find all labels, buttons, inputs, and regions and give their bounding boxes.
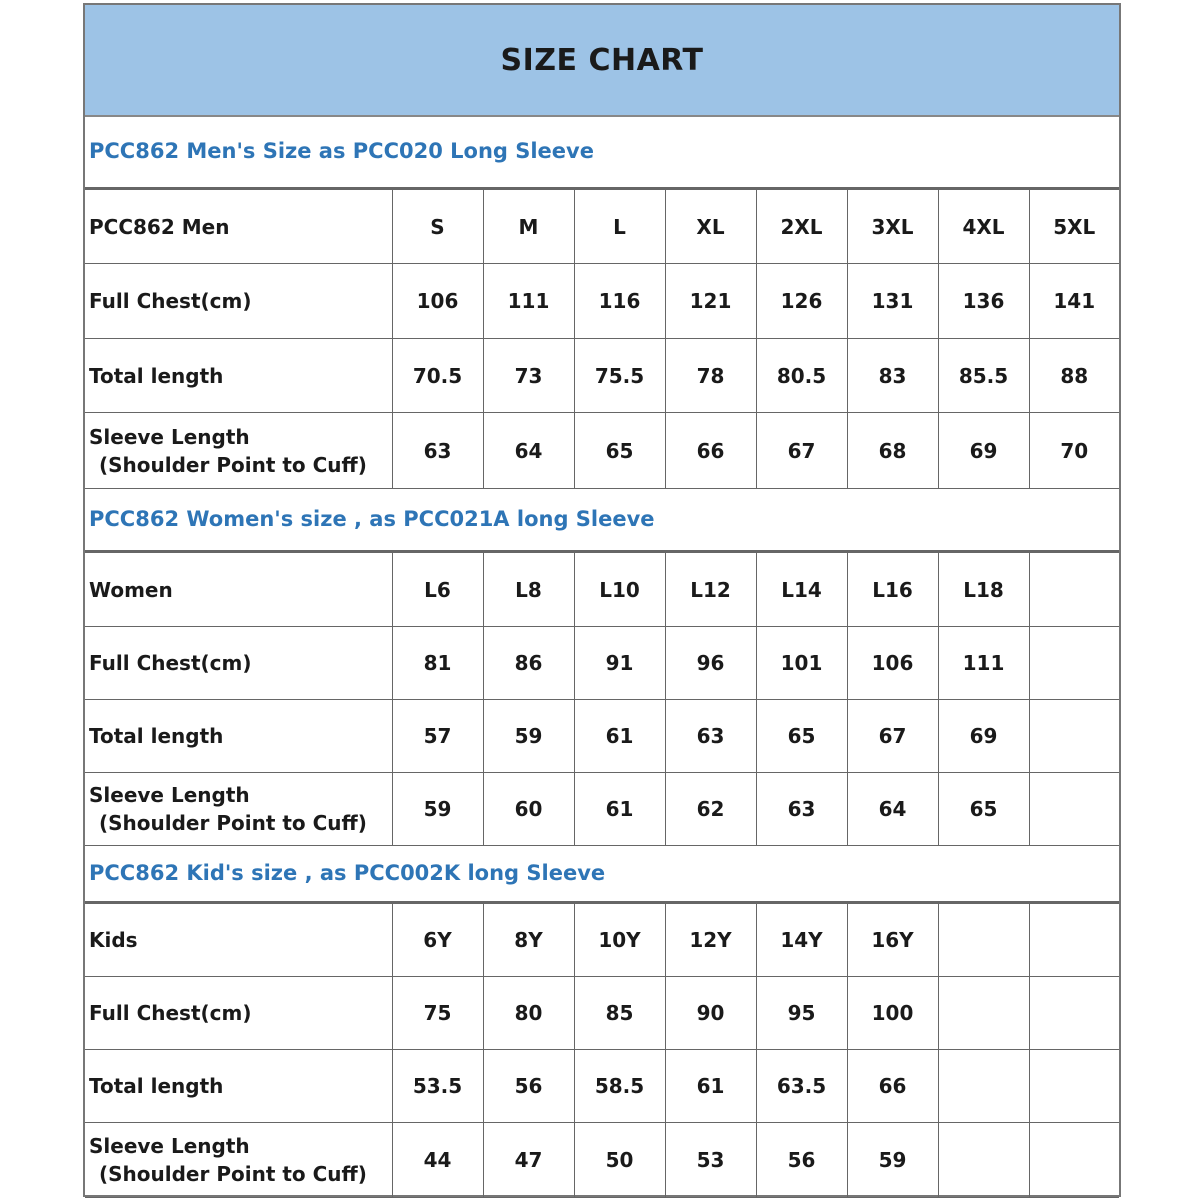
row-label [85, 1123, 392, 1198]
row-label [85, 700, 392, 773]
table-row [85, 627, 1119, 700]
table-cell: 106 [392, 264, 483, 339]
table-cell [938, 977, 1029, 1050]
table-cell: 136 [938, 264, 1029, 339]
table-cell: 2XL [756, 190, 847, 264]
table-cell: L10 [574, 553, 665, 627]
table-cell: 67 [847, 700, 938, 773]
table-cell [938, 1123, 1029, 1198]
table-cell: 131 [847, 264, 938, 339]
table-cell [1029, 627, 1119, 700]
row-label [85, 190, 392, 264]
row-label-text: PCC862 Men [89, 214, 230, 239]
table-cell: 53 [665, 1123, 756, 1198]
table-cell [1029, 700, 1119, 773]
section-heading-women: PCC862 Women's size , as PCC021A long Sleeve [85, 488, 1119, 552]
table-cell: 66 [847, 1050, 938, 1123]
table-cell [1029, 904, 1119, 977]
table-cell: 95 [756, 977, 847, 1050]
table-cell: 65 [938, 773, 1029, 846]
size-table-men [85, 189, 1119, 489]
row-label [85, 627, 392, 700]
table-cell: 116 [574, 264, 665, 339]
table-cell: 56 [483, 1050, 574, 1123]
table-cell: 10Y [574, 904, 665, 977]
table-cell: L6 [392, 553, 483, 627]
size-table-kids [85, 903, 1119, 1198]
table-row [85, 700, 1119, 773]
row-label-subtext: (Shoulder Point to Cuff) [99, 811, 367, 835]
table-cell: 47 [483, 1123, 574, 1198]
row-label-text: Full Chest(cm) [89, 651, 252, 675]
table-cell: 85.5 [938, 339, 1029, 413]
table-cell: 65 [574, 413, 665, 489]
table-cell: L18 [938, 553, 1029, 627]
table-cell: 12Y [665, 904, 756, 977]
table-cell: 6Y [392, 904, 483, 977]
table-cell: XL [665, 190, 756, 264]
table-cell [1029, 1050, 1119, 1123]
table-row [85, 190, 1119, 264]
row-label [85, 413, 392, 489]
table-cell: 70.5 [392, 339, 483, 413]
table-cell: 61 [574, 700, 665, 773]
table-cell: 101 [756, 627, 847, 700]
table-cell [938, 1050, 1029, 1123]
table-cell: 60 [483, 773, 574, 846]
section-heading-men: PCC862 Men's Size as PCC020 Long Sleeve [85, 115, 1119, 189]
row-label-text: Full Chest(cm) [89, 1001, 252, 1025]
row-label-text: Sleeve Length [89, 424, 250, 449]
table-row [85, 904, 1119, 977]
table-cell [1029, 977, 1119, 1050]
table-cell: L8 [483, 553, 574, 627]
table-cell: 126 [756, 264, 847, 339]
chart-title: SIZE CHART [500, 42, 704, 78]
table-cell: 73 [483, 339, 574, 413]
table-cell: 111 [938, 627, 1029, 700]
size-table-women [85, 552, 1119, 846]
table-cell: L14 [756, 553, 847, 627]
row-label [85, 553, 392, 627]
table-cell: 56 [756, 1123, 847, 1198]
table-cell: 63 [756, 773, 847, 846]
table-cell: 75.5 [574, 339, 665, 413]
table-row [85, 1050, 1119, 1123]
table-row [85, 977, 1119, 1050]
table-cell: 62 [665, 773, 756, 846]
row-label-text: Total length [89, 1074, 224, 1098]
table-cell: 63 [392, 413, 483, 489]
row-label-subtext: (Shoulder Point to Cuff) [99, 1162, 367, 1186]
table-cell: 66 [665, 413, 756, 489]
table-row [85, 339, 1119, 413]
table-cell: M [483, 190, 574, 264]
table-cell [1029, 1123, 1119, 1198]
row-label-text: Sleeve Length [89, 1134, 250, 1158]
table-row [85, 413, 1119, 489]
table-cell: 58.5 [574, 1050, 665, 1123]
table-cell: 86 [483, 627, 574, 700]
table-cell [1029, 553, 1119, 627]
row-label-text: Total length [89, 363, 224, 388]
table-cell: 61 [665, 1050, 756, 1123]
table-cell: 141 [1029, 264, 1119, 339]
table-cell: 63 [665, 700, 756, 773]
table-cell: 69 [938, 700, 1029, 773]
row-label-text: Sleeve Length [89, 783, 250, 807]
table-row [85, 264, 1119, 339]
table-cell: 70 [1029, 413, 1119, 489]
table-cell: 67 [756, 413, 847, 489]
table-cell: 3XL [847, 190, 938, 264]
table-cell: 8Y [483, 904, 574, 977]
table-cell: 57 [392, 700, 483, 773]
table-cell: 4XL [938, 190, 1029, 264]
row-label [85, 264, 392, 339]
table-cell: L [574, 190, 665, 264]
table-cell: 44 [392, 1123, 483, 1198]
table-row [85, 1123, 1119, 1198]
table-cell: 83 [847, 339, 938, 413]
table-cell: S [392, 190, 483, 264]
table-cell: 65 [756, 700, 847, 773]
table-cell: 53.5 [392, 1050, 483, 1123]
table-cell: 75 [392, 977, 483, 1050]
table-cell: 5XL [1029, 190, 1119, 264]
table-cell: 69 [938, 413, 1029, 489]
table-cell: 16Y [847, 904, 938, 977]
row-label-text: Total length [89, 724, 224, 748]
table-cell: 88 [1029, 339, 1119, 413]
section-heading-kids: PCC862 Kid's size , as PCC002K long Sleeve [85, 845, 1119, 903]
table-cell: 59 [483, 700, 574, 773]
row-label [85, 339, 392, 413]
table-row [85, 553, 1119, 627]
table-cell: 14Y [756, 904, 847, 977]
table-cell: 100 [847, 977, 938, 1050]
row-label-text: Full Chest(cm) [89, 289, 252, 313]
table-cell: 96 [665, 627, 756, 700]
table-cell: 59 [392, 773, 483, 846]
table-cell [1029, 773, 1119, 846]
row-label-subtext: (Shoulder Point to Cuff) [99, 452, 367, 477]
table-cell: 68 [847, 413, 938, 489]
table-cell: 64 [847, 773, 938, 846]
row-label [85, 977, 392, 1050]
table-cell: 80.5 [756, 339, 847, 413]
table-cell: 61 [574, 773, 665, 846]
table-cell: 81 [392, 627, 483, 700]
table-cell: 78 [665, 339, 756, 413]
table-cell: 106 [847, 627, 938, 700]
row-label [85, 1050, 392, 1123]
size-chart [83, 3, 1121, 1197]
table-cell: 111 [483, 264, 574, 339]
row-label [85, 773, 392, 846]
table-cell: 90 [665, 977, 756, 1050]
row-label-text: Women [89, 577, 173, 602]
table-cell: 50 [574, 1123, 665, 1198]
table-cell: 64 [483, 413, 574, 489]
table-cell: 63.5 [756, 1050, 847, 1123]
table-cell: L12 [665, 553, 756, 627]
table-cell: 121 [665, 264, 756, 339]
table-cell: 85 [574, 977, 665, 1050]
table-cell: 59 [847, 1123, 938, 1198]
table-cell [938, 904, 1029, 977]
table-cell: 91 [574, 627, 665, 700]
table-cell: L16 [847, 553, 938, 627]
row-label-text: Kids [89, 928, 138, 952]
table-row [85, 773, 1119, 846]
title-bar [85, 5, 1119, 117]
table-cell: 80 [483, 977, 574, 1050]
row-label [85, 904, 392, 977]
